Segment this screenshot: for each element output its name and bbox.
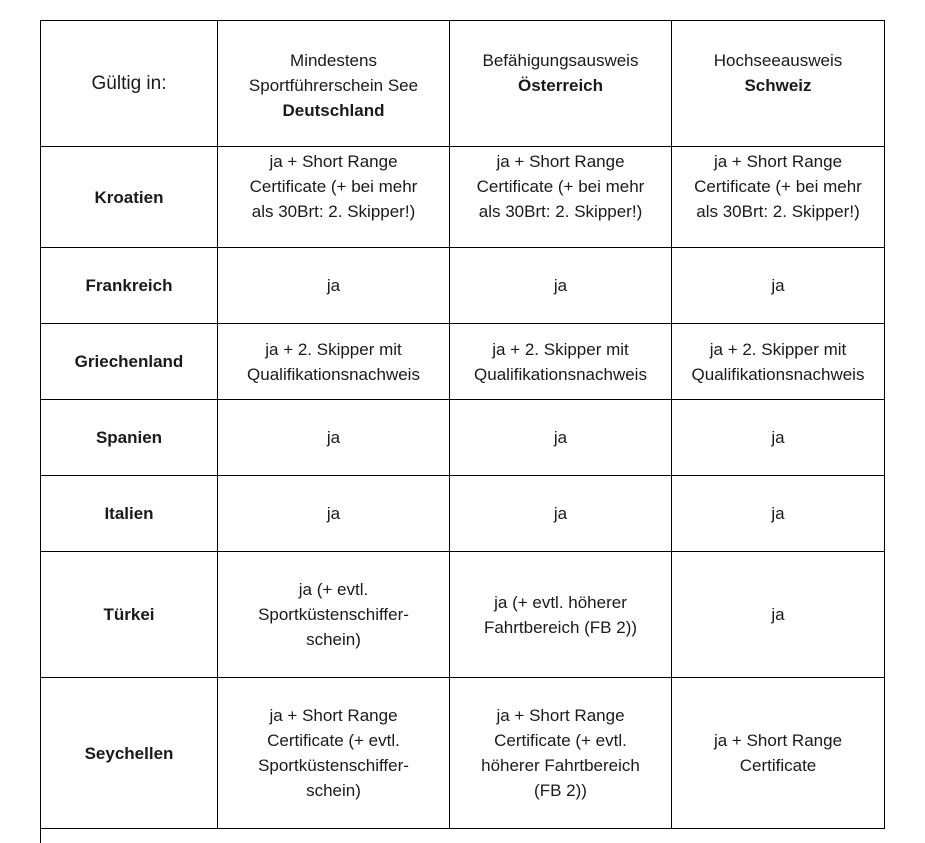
cell-text-line: ja xyxy=(326,428,341,447)
country-label: Italien xyxy=(104,504,154,523)
cell-text-line: Sportküstenschiffer- xyxy=(258,756,409,775)
country-cell xyxy=(41,324,218,400)
validity-cell xyxy=(218,324,450,400)
header-line: Hochseeausweis xyxy=(713,51,843,70)
table-row xyxy=(41,147,885,248)
country-cell xyxy=(41,147,218,248)
cell-text-line: Certificate (+ bei mehr xyxy=(249,177,418,196)
validity-cell xyxy=(218,147,450,248)
cell-text-line: Qualifikationsnachweis xyxy=(474,364,647,384)
cell-text-line: ja + Short Range xyxy=(269,152,398,171)
cell-text-line: Certificate xyxy=(739,756,817,775)
cell-text-line: (FB 2)) xyxy=(534,781,587,800)
cell-text-line: ja + Short Range xyxy=(496,152,625,171)
cell-text-line: ja + 2. Skipper mit xyxy=(265,339,402,359)
corner-header-cell xyxy=(41,21,218,147)
cell-text-line: als 30Brt: 2. Skipper!) xyxy=(478,202,643,221)
country-label: Kroatien xyxy=(94,187,164,207)
validity-cell xyxy=(450,147,672,248)
table-row xyxy=(41,400,885,476)
table-row xyxy=(41,324,885,400)
validity-cell xyxy=(218,678,450,829)
header-row xyxy=(41,21,885,147)
validity-cell xyxy=(450,552,672,678)
validity-cell xyxy=(450,324,672,400)
validity-cell xyxy=(672,248,885,324)
cell-text-line: schein) xyxy=(306,630,361,649)
cell-text-line: ja (+ evtl. xyxy=(298,580,369,599)
text-cursor xyxy=(40,828,41,843)
header-line: Sportführerschein See xyxy=(248,76,419,95)
cell-text-line: ja + 2. Skipper mit xyxy=(709,339,847,359)
validity-cell xyxy=(672,324,885,400)
country-cell xyxy=(41,400,218,476)
cell-text-line: ja xyxy=(771,605,785,624)
validity-cell xyxy=(450,400,672,476)
cell-text-line: Certificate (+ bei mehr xyxy=(694,177,862,196)
column-header-germany xyxy=(218,21,450,147)
header-country: Österreich xyxy=(517,76,604,95)
table-row xyxy=(41,248,885,324)
cell-text-line: ja xyxy=(553,428,568,447)
cell-text-line: als 30Brt: 2. Skipper!) xyxy=(696,202,860,221)
cell-text-line: ja + Short Range xyxy=(269,706,398,725)
cell-text-line: ja xyxy=(326,276,341,295)
validity-cell xyxy=(672,552,885,678)
valid-in-label: Gültig in: xyxy=(91,73,167,94)
cell-text-line: ja xyxy=(553,276,568,295)
cell-text-line: ja xyxy=(771,428,785,447)
license-validity-table xyxy=(40,20,885,829)
header-line: Mindestens xyxy=(290,51,377,70)
country-label: Türkei xyxy=(103,605,155,624)
validity-cell xyxy=(218,400,450,476)
cell-text-line: als 30Brt: 2. Skipper!) xyxy=(251,202,416,221)
table-body xyxy=(41,147,885,829)
country-cell xyxy=(41,678,218,829)
cell-text-line: ja + Short Range xyxy=(713,152,843,171)
cell-text-line: Qualifikationsnachweis xyxy=(691,364,865,384)
header-country: Schweiz xyxy=(744,76,812,95)
table-row xyxy=(41,678,885,829)
validity-cell xyxy=(450,248,672,324)
validity-cell xyxy=(450,476,672,552)
table-row xyxy=(41,552,885,678)
cell-text-line: Qualifikationsnachweis xyxy=(247,364,420,384)
validity-cell xyxy=(450,678,672,829)
cell-text-line: schein) xyxy=(306,781,361,800)
validity-cell xyxy=(672,476,885,552)
cell-text-line: Certificate (+ evtl. xyxy=(267,731,400,750)
header-country: Deutschland xyxy=(282,101,385,120)
column-header-switzerland xyxy=(672,21,885,147)
validity-cell xyxy=(218,476,450,552)
validity-cell xyxy=(672,147,885,248)
cell-text-line: Certificate (+ bei mehr xyxy=(476,177,645,196)
country-label: Griechenland xyxy=(74,352,184,371)
column-header-austria xyxy=(450,21,672,147)
header-line: Befähigungsausweis xyxy=(482,51,639,70)
cell-text-line: ja xyxy=(771,504,785,523)
validity-cell xyxy=(672,400,885,476)
country-cell xyxy=(41,248,218,324)
validity-cell xyxy=(218,248,450,324)
country-label: Spanien xyxy=(95,428,163,447)
cell-text-line: ja xyxy=(326,504,341,523)
country-cell xyxy=(41,552,218,678)
table-row xyxy=(41,476,885,552)
cell-text-line: ja + Short Range xyxy=(713,731,843,750)
validity-cell xyxy=(218,552,450,678)
cell-text-line: ja (+ evtl. höherer xyxy=(494,592,627,612)
validity-cell xyxy=(672,678,885,829)
cell-text-line: ja + Short Range xyxy=(496,706,625,725)
cell-text-line: Fahrtbereich (FB 2)) xyxy=(483,617,638,637)
cell-text-line: ja xyxy=(771,276,785,295)
country-cell xyxy=(41,476,218,552)
cell-text-line: ja + 2. Skipper mit xyxy=(492,339,629,359)
country-label: Seychellen xyxy=(84,743,174,763)
cell-text-line: höherer Fahrtbereich xyxy=(481,756,640,775)
cell-text-line: ja xyxy=(553,504,568,523)
country-label: Frankreich xyxy=(85,276,173,295)
cell-text-line: Sportküstenschiffer- xyxy=(258,605,409,624)
cell-text-line: Certificate (+ evtl. xyxy=(494,731,627,750)
